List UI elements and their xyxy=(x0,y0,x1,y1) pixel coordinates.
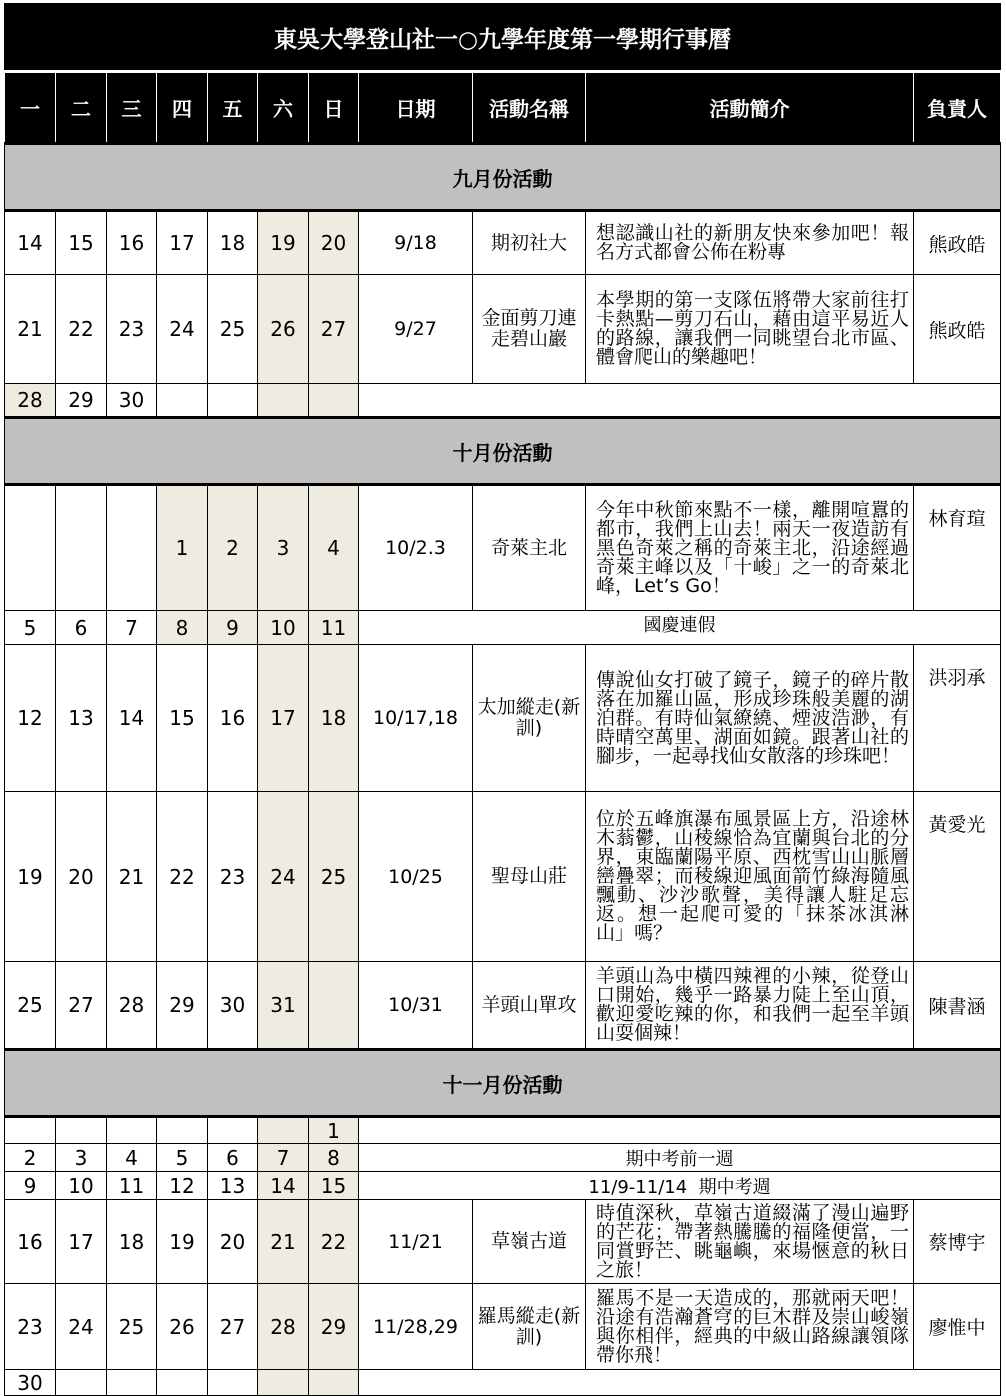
day-cell xyxy=(208,384,258,418)
day-cell xyxy=(258,1117,309,1144)
day-cell: 22 xyxy=(309,1200,359,1284)
day-cell: 1 xyxy=(157,485,208,611)
day-cell: 17 xyxy=(258,645,309,792)
month-label-september: 九月份活動 xyxy=(5,144,1001,211)
activity-desc: 本學期的第一支隊伍將帶大家前往打卡熱點—剪刀石山，藉由這平易近人的路線，讓我們一同眺望台北市區、體會爬山的樂趣吧！ xyxy=(586,275,914,384)
activity-leader: 林育瑄 xyxy=(914,485,1001,611)
day-cell: 31 xyxy=(258,962,309,1050)
day-cell: 25 xyxy=(208,275,258,384)
day-cell: 30 xyxy=(107,384,157,418)
day-cell: 8 xyxy=(157,611,208,645)
day-cell: 2 xyxy=(5,1144,56,1172)
header-tue: 二 xyxy=(56,72,107,144)
header-mon: 一 xyxy=(5,72,56,144)
day-cell xyxy=(157,384,208,418)
day-cell: 16 xyxy=(5,1200,56,1284)
day-cell: 11 xyxy=(107,1172,157,1200)
activity-leader: 熊政皓 xyxy=(914,275,1001,384)
day-cell xyxy=(208,1117,258,1144)
day-cell: 15 xyxy=(56,211,107,275)
day-cell xyxy=(208,1370,258,1396)
day-cell: 22 xyxy=(56,275,107,384)
activity-leader: 廖惟中 xyxy=(914,1284,1001,1370)
day-cell: 20 xyxy=(208,1200,258,1284)
day-cell: 5 xyxy=(5,611,56,645)
activity-name: 羊頭山單攻 xyxy=(473,962,586,1050)
day-cell: 7 xyxy=(258,1144,309,1172)
day-cell: 21 xyxy=(258,1200,309,1284)
day-cell: 3 xyxy=(258,485,309,611)
week-row xyxy=(5,962,1001,1050)
activity-name: 太加縱走(新訓) xyxy=(473,645,586,792)
day-cell: 9 xyxy=(208,611,258,645)
activity-leader: 黃愛光 xyxy=(914,792,1001,962)
day-cell: 4 xyxy=(107,1144,157,1172)
day-cell: 26 xyxy=(157,1284,208,1370)
day-cell: 14 xyxy=(107,645,157,792)
day-cell: 12 xyxy=(5,645,56,792)
holiday-note: 國慶連假 xyxy=(359,611,1001,645)
header-thu: 四 xyxy=(157,72,208,144)
day-cell: 25 xyxy=(309,792,359,962)
activity-name: 期初社大 xyxy=(473,211,586,275)
day-cell xyxy=(157,1117,208,1144)
activity-name: 奇萊主北 xyxy=(473,485,586,611)
week-row xyxy=(5,485,1001,611)
day-cell: 23 xyxy=(5,1284,56,1370)
day-cell xyxy=(157,1370,208,1396)
day-cell xyxy=(56,485,107,611)
day-cell: 16 xyxy=(107,211,157,275)
week-row xyxy=(5,645,1001,792)
day-cell: 29 xyxy=(309,1284,359,1370)
day-cell: 25 xyxy=(107,1284,157,1370)
activity-name: 羅馬縱走(新訓) xyxy=(473,1284,586,1370)
day-cell: 27 xyxy=(309,275,359,384)
activity-date: 9/18 xyxy=(359,211,473,275)
month-label-october: 十月份活動 xyxy=(5,418,1001,485)
day-cell: 4 xyxy=(309,485,359,611)
month-label-november: 十一月份活動 xyxy=(5,1050,1001,1117)
day-cell: 28 xyxy=(258,1284,309,1370)
header-sun: 日 xyxy=(309,72,359,144)
day-cell: 9 xyxy=(5,1172,56,1200)
day-cell: 1 xyxy=(309,1117,359,1144)
activity-leader: 洪羽承 xyxy=(914,645,1001,792)
activity-leader: 陳書涵 xyxy=(914,962,1001,1050)
day-cell xyxy=(56,1117,107,1144)
day-cell: 27 xyxy=(56,962,107,1050)
week-row xyxy=(5,1144,1001,1172)
day-cell: 20 xyxy=(56,792,107,962)
day-cell: 17 xyxy=(56,1200,107,1284)
day-cell: 26 xyxy=(258,275,309,384)
day-cell xyxy=(258,1370,309,1396)
header-desc: 活動簡介 xyxy=(586,72,914,144)
day-cell: 14 xyxy=(258,1172,309,1200)
activity-date: 9/27 xyxy=(359,275,473,384)
day-cell xyxy=(309,384,359,418)
week-row xyxy=(5,275,1001,384)
header-sat: 六 xyxy=(258,72,309,144)
day-cell: 19 xyxy=(157,1200,208,1284)
day-cell xyxy=(5,1117,56,1144)
day-cell xyxy=(309,962,359,1050)
day-cell: 7 xyxy=(107,611,157,645)
week-row xyxy=(5,1200,1001,1284)
activity-date: 10/31 xyxy=(359,962,473,1050)
day-cell: 29 xyxy=(56,384,107,418)
day-cell: 8 xyxy=(309,1144,359,1172)
day-cell: 21 xyxy=(107,792,157,962)
exam-note: 期中考前一週 xyxy=(359,1144,1001,1172)
week-row xyxy=(5,1117,1001,1144)
day-cell: 2 xyxy=(208,485,258,611)
week-row xyxy=(5,1370,1001,1396)
day-cell xyxy=(309,1370,359,1396)
calendar-table xyxy=(4,3,1001,1396)
activity-date: 11/21 xyxy=(359,1200,473,1284)
activity-desc: 時值深秋，草嶺古道綴滿了漫山遍野的芒花；帶著熱騰騰的福隆便當，一同賞野芒、眺龜嶼，來場愜意的秋日之旅！ xyxy=(586,1200,914,1284)
day-cell: 29 xyxy=(157,962,208,1050)
activity-leader: 熊政皓 xyxy=(914,211,1001,275)
day-cell: 10 xyxy=(258,611,309,645)
day-cell: 10 xyxy=(56,1172,107,1200)
day-cell: 30 xyxy=(208,962,258,1050)
day-cell: 30 xyxy=(5,1370,56,1396)
day-cell: 13 xyxy=(56,645,107,792)
day-cell: 5 xyxy=(157,1144,208,1172)
day-cell xyxy=(107,1117,157,1144)
activity-desc: 位於五峰旗瀑布風景區上方，沿途林木蓊鬱，山稜線恰為宜蘭與台北的分界，東臨蘭陽平原、西枕雪山山脈層巒疊翠；而稜線迎風面箭竹綠海隨風飄動、沙沙歌聲，美得讓人駐足忘返。想一起爬可愛的「抹茶冰淇淋山」嗎？ xyxy=(586,792,914,962)
week-row xyxy=(5,1284,1001,1370)
empty-span xyxy=(359,384,1001,418)
activity-name: 金面剪刀連走碧山巖 xyxy=(473,275,586,384)
activity-desc: 傳說仙女打破了鏡子，鏡子的碎片散落在加羅山區，形成珍珠般美麗的湖泊群。有時仙氣繚繞、煙波浩渺，有時晴空萬里、湖面如鏡。跟著山社的腳步，一起尋找仙女散落的珍珠吧！ xyxy=(586,645,914,792)
day-cell: 23 xyxy=(107,275,157,384)
header-wed: 三 xyxy=(107,72,157,144)
header-row xyxy=(5,72,1001,144)
day-cell: 6 xyxy=(208,1144,258,1172)
day-cell: 24 xyxy=(157,275,208,384)
day-cell: 17 xyxy=(157,211,208,275)
day-cell: 20 xyxy=(309,211,359,275)
day-cell: 11 xyxy=(309,611,359,645)
day-cell: 3 xyxy=(56,1144,107,1172)
header-leader: 負責人 xyxy=(914,72,1001,144)
day-cell: 28 xyxy=(107,962,157,1050)
day-cell: 6 xyxy=(56,611,107,645)
week-row xyxy=(5,211,1001,275)
empty-span xyxy=(359,1370,1001,1396)
activity-date: 11/28,29 xyxy=(359,1284,473,1370)
day-cell: 21 xyxy=(5,275,56,384)
empty-span xyxy=(359,1117,1001,1144)
page-title: 東吳大學登山社一○九學年度第一學期行事曆 xyxy=(5,4,1001,72)
activity-desc: 羅馬不是一天造成的，那就兩天吧！沿途有浩瀚蒼穹的巨木群及崇山峻嶺與你相伴，經典的中級山路線讓領隊帶你飛！ xyxy=(586,1284,914,1370)
day-cell: 15 xyxy=(309,1172,359,1200)
day-cell xyxy=(107,485,157,611)
day-cell: 23 xyxy=(208,792,258,962)
exam-note: 11/9-11/14 期中考週 xyxy=(359,1172,1001,1200)
day-cell: 13 xyxy=(208,1172,258,1200)
day-cell: 25 xyxy=(5,962,56,1050)
activity-name: 聖母山莊 xyxy=(473,792,586,962)
day-cell: 12 xyxy=(157,1172,208,1200)
day-cell: 18 xyxy=(107,1200,157,1284)
activity-desc: 今年中秋節來點不一樣，離開喧囂的都市，我們上山去！兩天一夜造訪有黑色奇萊之稱的奇萊主北，沿途經過奇萊主峰以及「十峻」之一的奇萊北峰，Let’s Go！ xyxy=(586,485,914,611)
activity-date: 10/25 xyxy=(359,792,473,962)
day-cell: 18 xyxy=(208,211,258,275)
day-cell xyxy=(258,384,309,418)
day-cell xyxy=(56,1370,107,1396)
week-row xyxy=(5,792,1001,962)
week-row xyxy=(5,384,1001,418)
header-date: 日期 xyxy=(359,72,473,144)
activity-leader: 蔡博宇 xyxy=(914,1200,1001,1284)
activity-name: 草嶺古道 xyxy=(473,1200,586,1284)
day-cell: 28 xyxy=(5,384,56,418)
activity-date: 10/17,18 xyxy=(359,645,473,792)
day-cell xyxy=(107,1370,157,1396)
day-cell: 18 xyxy=(309,645,359,792)
day-cell: 24 xyxy=(56,1284,107,1370)
activity-desc: 想認識山社的新朋友快來參加吧！報名方式都會公佈在粉專 xyxy=(586,211,914,275)
activity-desc: 羊頭山為中橫四辣裡的小辣，從登山口開始，幾乎一路暴力陡上至山頂，歡迎愛吃辣的你，和我們一起至羊頭山耍個辣！ xyxy=(586,962,914,1050)
week-row xyxy=(5,1172,1001,1200)
day-cell: 24 xyxy=(258,792,309,962)
activity-date: 10/2.3 xyxy=(359,485,473,611)
day-cell: 14 xyxy=(5,211,56,275)
day-cell: 16 xyxy=(208,645,258,792)
header-name: 活動名稱 xyxy=(473,72,586,144)
week-row xyxy=(5,611,1001,645)
day-cell: 27 xyxy=(208,1284,258,1370)
day-cell: 22 xyxy=(157,792,208,962)
day-cell: 19 xyxy=(258,211,309,275)
day-cell xyxy=(5,485,56,611)
day-cell: 15 xyxy=(157,645,208,792)
day-cell: 19 xyxy=(5,792,56,962)
header-fri: 五 xyxy=(208,72,258,144)
